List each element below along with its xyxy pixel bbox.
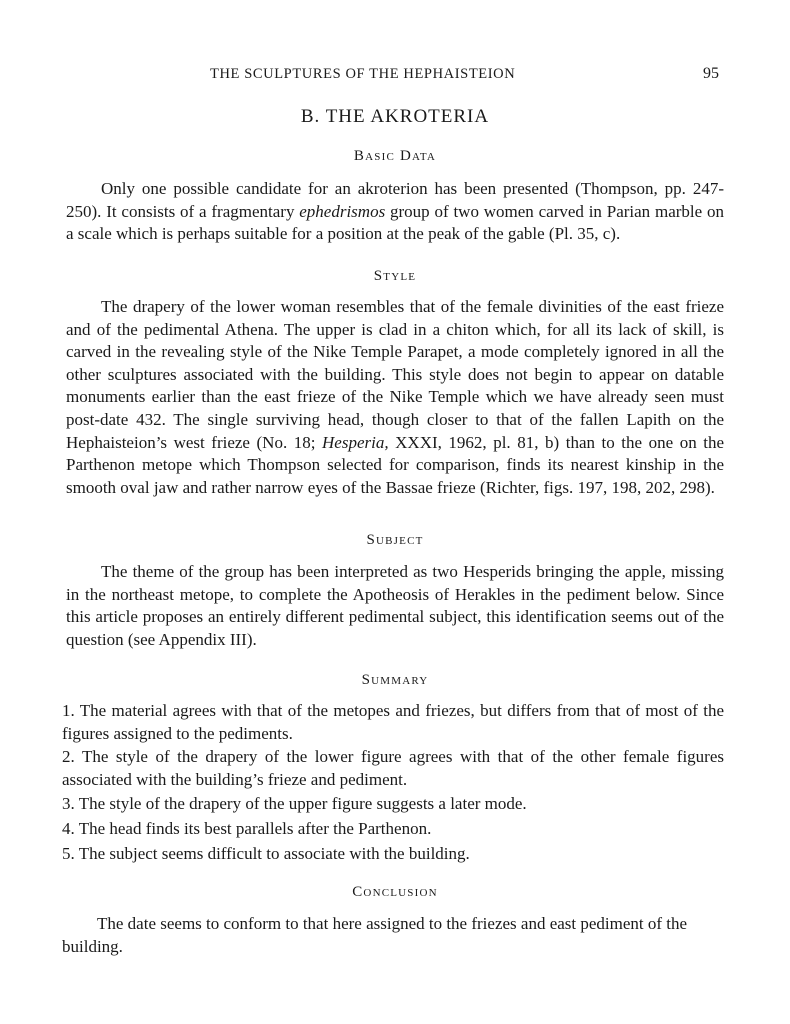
text-span: The drapery of the lower woman resembles that of the female divinities of the east frieze and of the pedimental Athena. The upper is clad in a chiton which, for all its lack of skill, is carved in the revealing style of the Nike Temple Parapet, a mode completely ignored in all the other sculptures associated with the building. This style does not begin to appear on datable monuments earlier than the east frieze of the Nike Temple which we have already seen must post-date 432. The single surviving head, though closer to that of the fallen Lapith on the Hephaisteion’s west frieze (No. 18; xyxy=(66,297,724,452)
italic-term: ephedrismos xyxy=(299,201,386,221)
heading-summary: Summary xyxy=(361,672,429,688)
paragraph-style xyxy=(66,296,724,499)
paragraph-subject xyxy=(66,561,724,651)
paragraph-basic-data xyxy=(66,178,724,246)
paragraph-text xyxy=(66,296,724,499)
italic-term: Hesperia, xyxy=(322,432,389,452)
list-item: 4. The head finds its best parallels after the Parthenon. xyxy=(62,818,432,838)
list-item: 3. The style of the drapery of the upper figure suggests a later mode. xyxy=(62,794,527,814)
heading-style: Style xyxy=(373,268,417,284)
paragraph-conclusion xyxy=(62,913,724,958)
paragraph-text xyxy=(66,178,724,246)
paragraph-text: The theme of the group has been interpreted as two Hesperids bringing the apple, missing in the northeast metope, to complete the Apotheosis of Herakles in the pediment below. Since this article proposes an entirely different pedimental subject, this identification seems out of the question (see Appendix III). xyxy=(66,562,724,649)
paragraph-text: The date seems to conform to that here assigned to the friezes and east pediment of the building. xyxy=(62,914,688,956)
text-span: Only one possible candidate for an akroterion has been presented (Thompson, pp. 247-250). It consists of a fragmentary xyxy=(66,179,724,221)
summary-list xyxy=(62,700,724,865)
page-number: 95 xyxy=(703,65,719,82)
text-span: group of two women carved in Parian marble on a scale which is perhaps suitable for a position at the peak of the gable (Pl. 35, c). xyxy=(66,201,724,244)
heading-subject: Subject xyxy=(366,532,424,548)
heading-conclusion: Conclusion xyxy=(352,884,438,900)
running-title: THE SCULPTURES OF THE HEPHAISTEION xyxy=(210,66,516,82)
heading-basic-data: Basic Data xyxy=(353,148,437,164)
list-item: 5. The subject seems difficult to associate with the building. xyxy=(62,843,470,863)
list-item: 2. The style of the drapery of the lower figure agrees with that of the other female figures associated with the building’s frieze and pediment. xyxy=(62,747,724,789)
section-title: B. THE AKROTERIA xyxy=(300,106,490,127)
text-span: XXXI, 1962, pl. 81, b) than to the one on the Parthenon metope which Thompson selected for comparison, finds its nearest kinship in the smooth oval jaw and rather narrow eyes of the Bassae frieze (Richter, figs. 197, 198, 202, 298). xyxy=(66,432,725,497)
list-item: 1. The material agrees with that of the metopes and friezes, but differs from that of most of the figures assigned to the pediments. xyxy=(62,701,724,743)
